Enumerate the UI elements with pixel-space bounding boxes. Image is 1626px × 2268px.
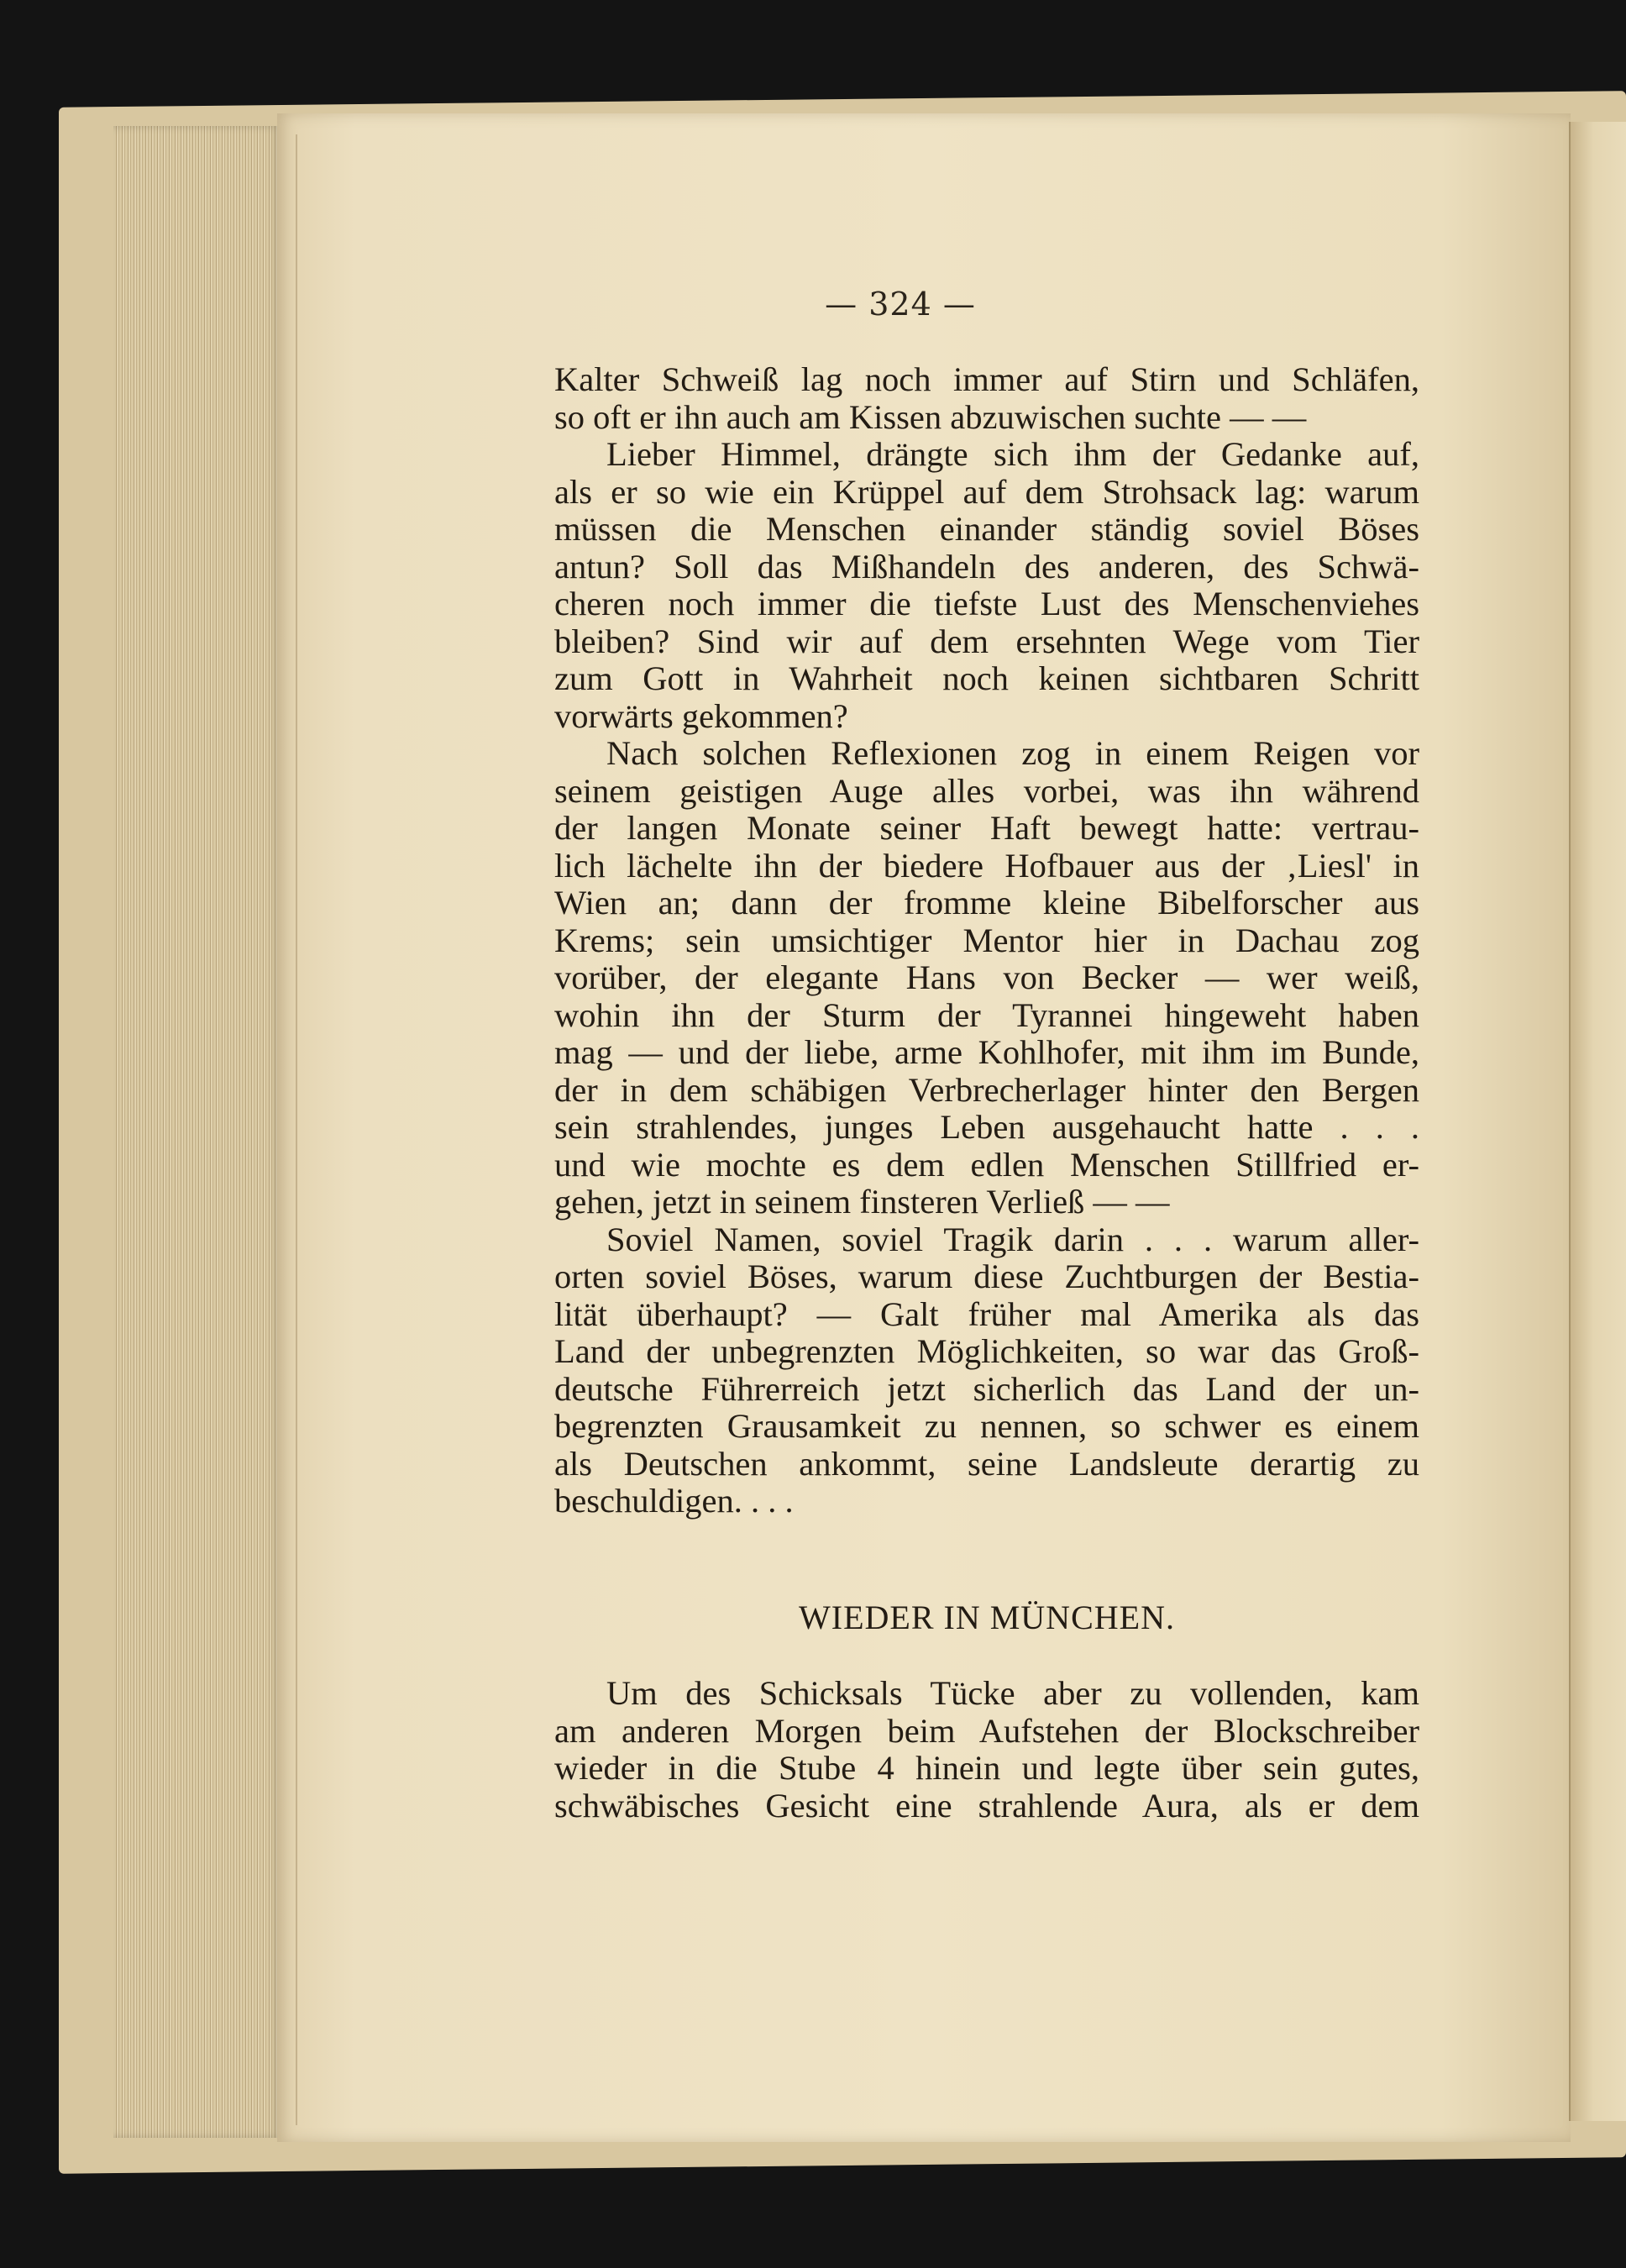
text-line: Soviel Namen, soviel Tragik darin . . . warum aller- <box>606 1220 1419 1258</box>
text-line: Land der unbegrenzten Möglichkeiten, so war das Groß- <box>554 1332 1419 1370</box>
text-line: schwäbisches Gesicht eine strahlende Aura, als er dem <box>554 1786 1419 1824</box>
text-line: Wien an; dann der fromme kleine Bibelforscher aus <box>554 884 1419 921</box>
paragraph <box>554 735 1419 1221</box>
paragraph <box>554 1675 1419 1824</box>
text-line: so oft er ihn auch am Kissen abzuwischen suchte — — <box>554 397 1307 436</box>
text-line: zum Gott in Wahrheit noch keinen sichtbaren Schritt <box>554 659 1419 697</box>
text-line: lich lächelte ihn der biedere Hofbauer aus der ‚Liesl' in <box>554 846 1419 885</box>
section-heading: WIEDER IN MÜNCHEN. <box>799 1599 1175 1636</box>
text-line: der in dem schäbigen Verbrecherlager hinter den Bergen <box>554 1070 1419 1109</box>
text-line: gehen, jetzt in seinem finsteren Verließ — — <box>554 1183 1170 1221</box>
text-line: seinem geistigen Auge alles vorbei, was ihn während <box>554 771 1419 810</box>
text-line: der langen Monate seiner Haft bewegt hatte: vertrau- <box>554 809 1419 847</box>
text-line: wieder in die Stube 4 hinein und legte über sein gutes, <box>554 1749 1419 1787</box>
text-line: begrenzten Grausamkeit zu nennen, so schwer es einem <box>554 1407 1419 1445</box>
section-text <box>554 1675 1419 1824</box>
text-line: mag — und der liebe, arme Kohlhofer, mit ihm im Bunde, <box>554 1033 1419 1071</box>
paragraph <box>554 436 1419 735</box>
text-line: vorwärts gekommen? <box>554 696 848 735</box>
text-line: lität überhaupt? — Galt früher mal Amerika als das <box>554 1294 1419 1333</box>
text-line: wohin ihn der Sturm der Tyrannei hingeweht haben <box>554 995 1419 1034</box>
opposite-page-edge <box>1569 122 1626 2121</box>
text-line: als er so wie ein Krüppel auf dem Strohsack lag: warum <box>554 472 1419 511</box>
page-gutter <box>296 134 297 2125</box>
text-line: Nach solchen Reflexionen zog in einem Reigen vor <box>606 734 1419 772</box>
text-line: cheren noch immer die tiefste Lust des Menschenviehes <box>554 585 1419 622</box>
text-line: vorüber, der elegante Hans von Becker — wer weiß, <box>554 958 1419 996</box>
paragraph <box>554 361 1419 436</box>
text-line: Kalter Schweiß lag noch immer auf Stirn und Schläfen, <box>554 360 1419 398</box>
text-line: orten soviel Böses, warum diese Zuchtburgen der Bestia- <box>554 1257 1419 1295</box>
text-line: bleiben? Sind wir auf dem ersehnten Wege vom Tier <box>554 622 1419 660</box>
page-number: — 324 — <box>825 286 976 323</box>
text-line: beschuldigen. . . . <box>554 1482 794 1520</box>
text-line: Krems; sein umsichtiger Mentor hier in Dachau zog <box>554 921 1419 959</box>
text-line: antun? Soll das Mißhandeln des anderen, des Schwä- <box>554 547 1419 585</box>
text-line: Um des Schicksals Tücke aber zu vollenden, kam <box>606 1674 1419 1712</box>
text-line: sein strahlendes, junges Leben ausgehaucht hatte . . . <box>554 1108 1419 1146</box>
paragraph <box>554 1221 1419 1520</box>
page-edges <box>113 126 281 2138</box>
text-line: am anderen Morgen beim Aufstehen der Blockschreiber <box>554 1711 1419 1750</box>
main-text <box>554 361 1419 1520</box>
text-line: als Deutschen ankommt, seine Landsleute derartig zu <box>554 1444 1419 1483</box>
text-line: und wie mochte es dem edlen Menschen Stillfried er- <box>554 1145 1419 1184</box>
text-line: deutsche Führerreich jetzt sicherlich das Land der un- <box>554 1369 1419 1408</box>
text-line: müssen die Menschen einander ständig soviel Böses <box>554 510 1419 548</box>
text-line: Lieber Himmel, drängte sich ihm der Gedanke auf, <box>606 435 1419 473</box>
